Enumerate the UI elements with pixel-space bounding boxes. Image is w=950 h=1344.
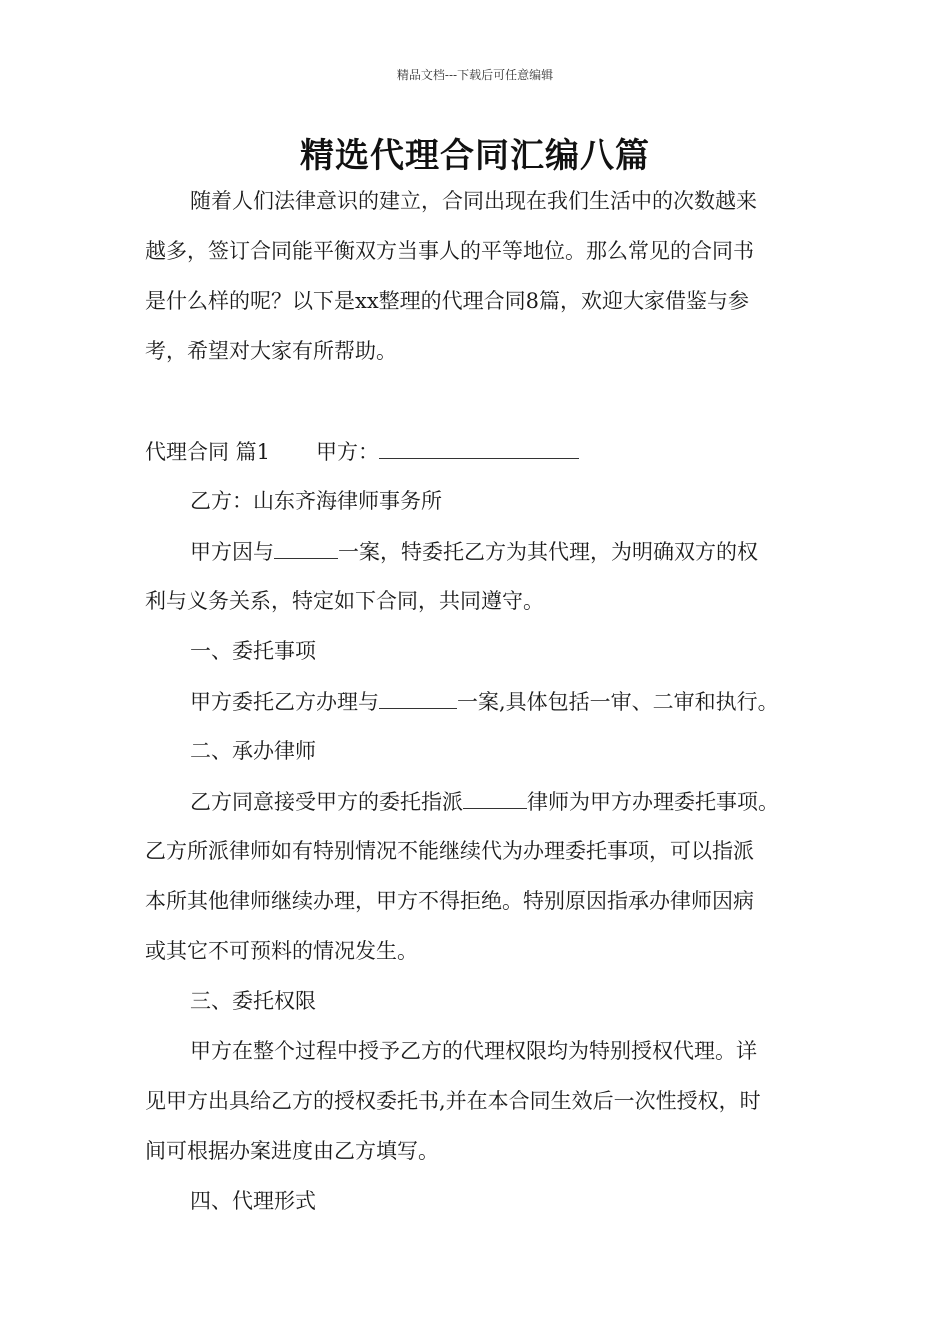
purpose-line-2: 利与义务关系，特定如下合同，共同遵守。 xyxy=(145,589,544,613)
section-3-line-2: 见甲方出具给乙方的授权委托书,并在本合同生效后一次性授权，时 xyxy=(145,1089,761,1113)
contract-heading-row xyxy=(145,436,579,467)
purpose-line-1 xyxy=(190,536,758,567)
section-1-line xyxy=(190,686,779,717)
section-2-line-2: 乙方所派律师如有特别情况不能继续代为办理委托事项，可以指派 xyxy=(145,839,754,863)
section-4-title: 四、代理形式 xyxy=(190,1189,316,1213)
contract-heading: 代理合同 篇1 xyxy=(145,440,271,464)
intro-line-3: 是什么样的呢？以下是xx整理的代理合同8篇，欢迎大家借鉴与参 xyxy=(145,289,750,313)
purpose-text-a: 甲方因与 xyxy=(190,540,274,564)
section-2-line-1 xyxy=(190,786,779,817)
section-1-title: 一、委托事项 xyxy=(190,639,316,663)
section-2-text-a: 乙方同意接受甲方的委托指派 xyxy=(190,790,463,814)
party-b-line: 乙方：山东齐海律师事务所 xyxy=(190,489,442,513)
section-1-text-a: 甲方委托乙方办理与 xyxy=(190,690,379,714)
party-a-label: 甲方： xyxy=(316,440,380,464)
purpose-text-b: 一案，特委托乙方为其代理，为明确双方的权 xyxy=(338,540,758,564)
section-2-text-b: 律师为甲方办理委托事项。 xyxy=(527,790,779,814)
lawyer-blank xyxy=(463,786,527,809)
case-blank xyxy=(274,536,338,559)
section-3-line-3: 间可根据办案进度由乙方填写。 xyxy=(145,1139,439,1163)
section-3-title: 三、委托权限 xyxy=(190,989,316,1013)
section-2-line-4: 或其它不可预料的情况发生。 xyxy=(145,939,418,963)
section-3-line-1: 甲方在整个过程中授予乙方的代理权限均为特别授权代理。详 xyxy=(190,1039,757,1063)
party-a-blank xyxy=(379,436,579,459)
section-2-title: 二、承办律师 xyxy=(190,739,316,763)
section-1-text-b: 一案,具体包括一审、二审和执行。 xyxy=(457,690,779,714)
intro-line-2: 越多，签订合同能平衡双方当事人的平等地位。那么常见的合同书 xyxy=(145,239,754,263)
page-header: 精品文档---下载后可任意编辑 xyxy=(396,68,554,82)
intro-line-1: 随着人们法律意识的建立，合同出现在我们生活中的次数越来 xyxy=(190,189,757,213)
document-title: 精选代理合同汇编八篇 xyxy=(300,136,650,176)
matter-blank xyxy=(379,686,457,709)
section-2-line-3: 本所其他律师继续办理，甲方不得拒绝。特别原因指承办律师因病 xyxy=(145,889,754,913)
intro-line-4: 考，希望对大家有所帮助。 xyxy=(145,339,397,363)
